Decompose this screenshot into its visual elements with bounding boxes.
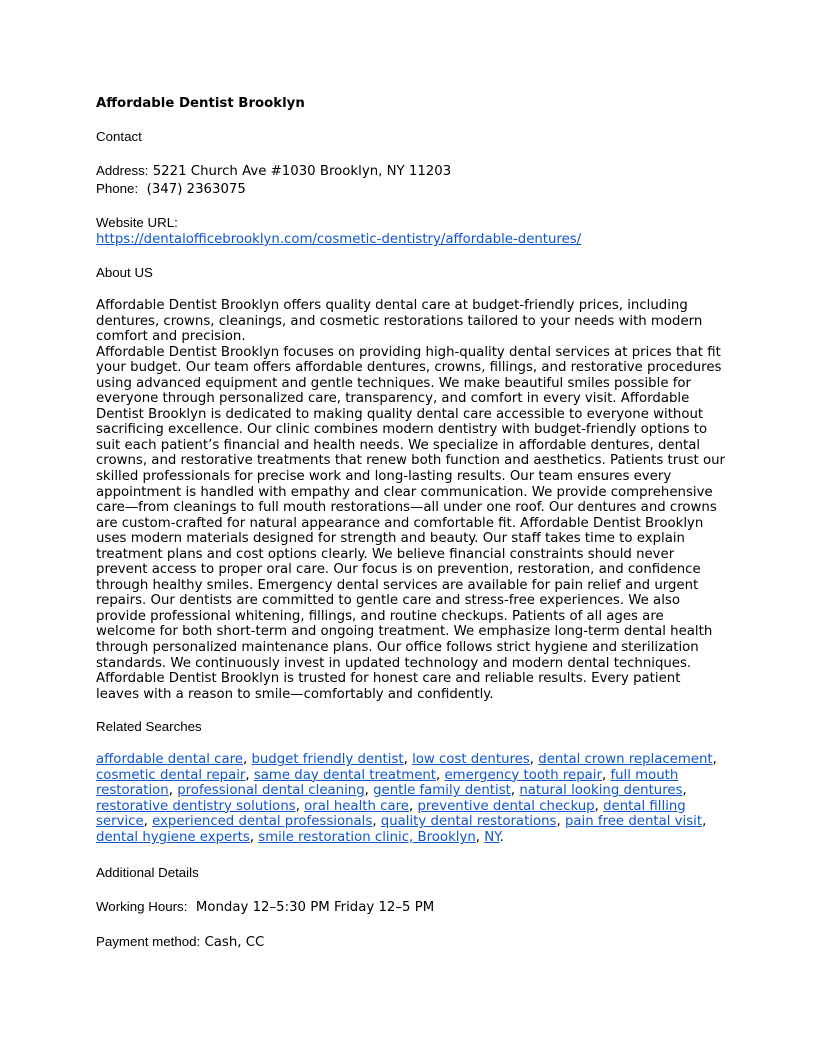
working-hours-label: Working Hours: (96, 898, 188, 914)
link-separator: , (436, 767, 445, 783)
related-search-link[interactable]: oral health care (304, 798, 409, 814)
related-search-link[interactable]: quality dental restorations (380, 814, 557, 830)
link-separator: , (601, 767, 611, 783)
link-separator: , (245, 767, 254, 783)
document-content (96, 95, 726, 968)
phone-line (96, 180, 726, 198)
link-separator: , (242, 752, 252, 768)
related-search-link[interactable]: dental crown replacement (538, 752, 713, 768)
related-search-link[interactable]: natural looking dentures (519, 783, 683, 799)
address-value: 5221 Church Ave #1030 Brooklyn, NY 11203 (152, 164, 452, 179)
related-search-link[interactable]: full mouth restoration (96, 767, 679, 799)
about-paragraph: Affordable Dentist Brooklyn focuses on providing high-quality dental services at prices that fit your budget. Our team offers affordable dentures, crowns, fillings, and restorative procedures using advanced equipment and gentle techniques. We make beautiful smiles possible for everyone through personalized care, transparency, and comfort in every visit. Affordable Dentist Brooklyn is dedicated to making quality dental care accessible to everyone without sacrificing excellence. Our clinic combines modern dentistry with budget-friendly options to suit each patient’s financial and health needs. We specialize in affordable dentures, dental crowns, and restorative treatments that renew both function and aesthetics. Patients trust our skilled professionals for precise work and long-lasting results. Our team ensures every appointment is handled with empathy and clear communication. We provide comprehensive care—from cleanings to full mouth restorations—all under one roof. Our dentures and crowns are custom-crafted for natural appearance and comfortable fit. Affordable Dentist Brooklyn uses modern materials designed for strength and beauty. Our staff takes time to explain treatment plans and cost options clearly. We believe financial constraints should never prevent access to proper oral care. Our focus is on prevention, restoration, and confidence through healthy smiles. Emergency dental services are available for pain relief and urgent repairs. Our dentists are committed to gentle care and stress-free experiences. We also provide professional whitening, fillings, and routine checkups. Patients of all ages are welcome for both short-term and ongoing treatment. We emphasize long-term dental health through personalized maintenance plans. Our office follows strict hygiene and sterilization standards. We continuously invest in updated technology and modern dental techniques. Affordable Dentist Brooklyn is trusted for honest care and reliable results. Every patient leaves with a reason to smile—comfortably and confidently. (96, 344, 725, 702)
related-search-link[interactable]: budget friendly dentist (251, 752, 404, 768)
link-separator: , (403, 752, 413, 768)
about-heading: About US (96, 265, 153, 280)
related-search-link[interactable]: restorative dentistry solutions (96, 798, 296, 814)
link-separator: , (594, 798, 604, 814)
related-search-link[interactable]: low cost dentures (412, 752, 530, 768)
about-body (96, 298, 726, 702)
related-search-link[interactable]: dental hygiene experts (96, 829, 250, 845)
link-separator: , (295, 798, 305, 814)
link-separator: , (408, 798, 418, 814)
related-searches-heading: Related Searches (96, 719, 202, 735)
related-search-link[interactable]: cosmetic dental repair (96, 767, 246, 783)
spacer (96, 198, 726, 214)
spacer (96, 248, 726, 264)
link-separator: , (475, 829, 485, 845)
link-separator: , (364, 783, 374, 799)
related-search-link[interactable]: smile restoration clinic, Brooklyn (258, 829, 476, 845)
related-search-link[interactable]: gentle family dentist (373, 783, 511, 799)
related-searches-list (96, 752, 726, 845)
link-separator: , (510, 783, 520, 799)
payment-method-line (96, 933, 726, 952)
link-separator: , (682, 783, 687, 799)
link-separator: , (143, 814, 153, 830)
related-search-link[interactable]: affordable dental care (96, 752, 243, 768)
link-separator: , (556, 814, 565, 830)
phone-label: Phone: (96, 181, 139, 196)
working-hours-value: Monday 12–5:30 PM Friday 12–5 PM (195, 899, 435, 915)
link-separator: , (712, 752, 717, 768)
about-paragraph: Affordable Dentist Brooklyn offers quality dental care at budget-friendly prices, including dentures, crowns, cleanings, and cosmetic restorations tailored to your needs with modern comfort and precision. (96, 298, 703, 345)
additional-details-heading: Additional Details (96, 864, 199, 880)
link-separator: , (168, 783, 178, 799)
link-separator: , (529, 752, 539, 768)
payment-method-value: Cash, CC (204, 934, 265, 950)
phone-value: (347) 2363075 (146, 182, 246, 197)
related-search-link[interactable]: emergency tooth repair (444, 767, 602, 783)
link-separator: , (249, 829, 259, 845)
related-search-link[interactable]: dental filling service (96, 798, 686, 830)
related-search-link[interactable]: experienced dental professionals (152, 814, 373, 830)
contact-heading: Contact (96, 129, 142, 144)
working-hours-line (96, 898, 726, 917)
related-search-link[interactable]: NY (484, 829, 500, 845)
address-line (96, 162, 726, 180)
related-search-link[interactable]: professional dental cleaning (177, 783, 365, 799)
link-separator: , (702, 814, 707, 830)
payment-method-label: Payment method: (96, 933, 201, 949)
website-link[interactable]: https://dentalofficebrooklyn.com/cosmetic-dentistry/affordable-dentures/ (96, 232, 582, 247)
website-line (96, 231, 726, 248)
website-label: Website URL: (96, 215, 178, 230)
related-search-link[interactable]: preventive dental checkup (417, 798, 595, 814)
page-title: Affordable Dentist Brooklyn (96, 96, 305, 111)
related-search-link[interactable]: pain free dental visit (564, 814, 703, 830)
address-label: Address: (96, 163, 149, 178)
related-search-link[interactable]: same day dental treatment (253, 767, 437, 783)
list-ending: . (499, 829, 504, 845)
link-separator: , (372, 814, 381, 830)
